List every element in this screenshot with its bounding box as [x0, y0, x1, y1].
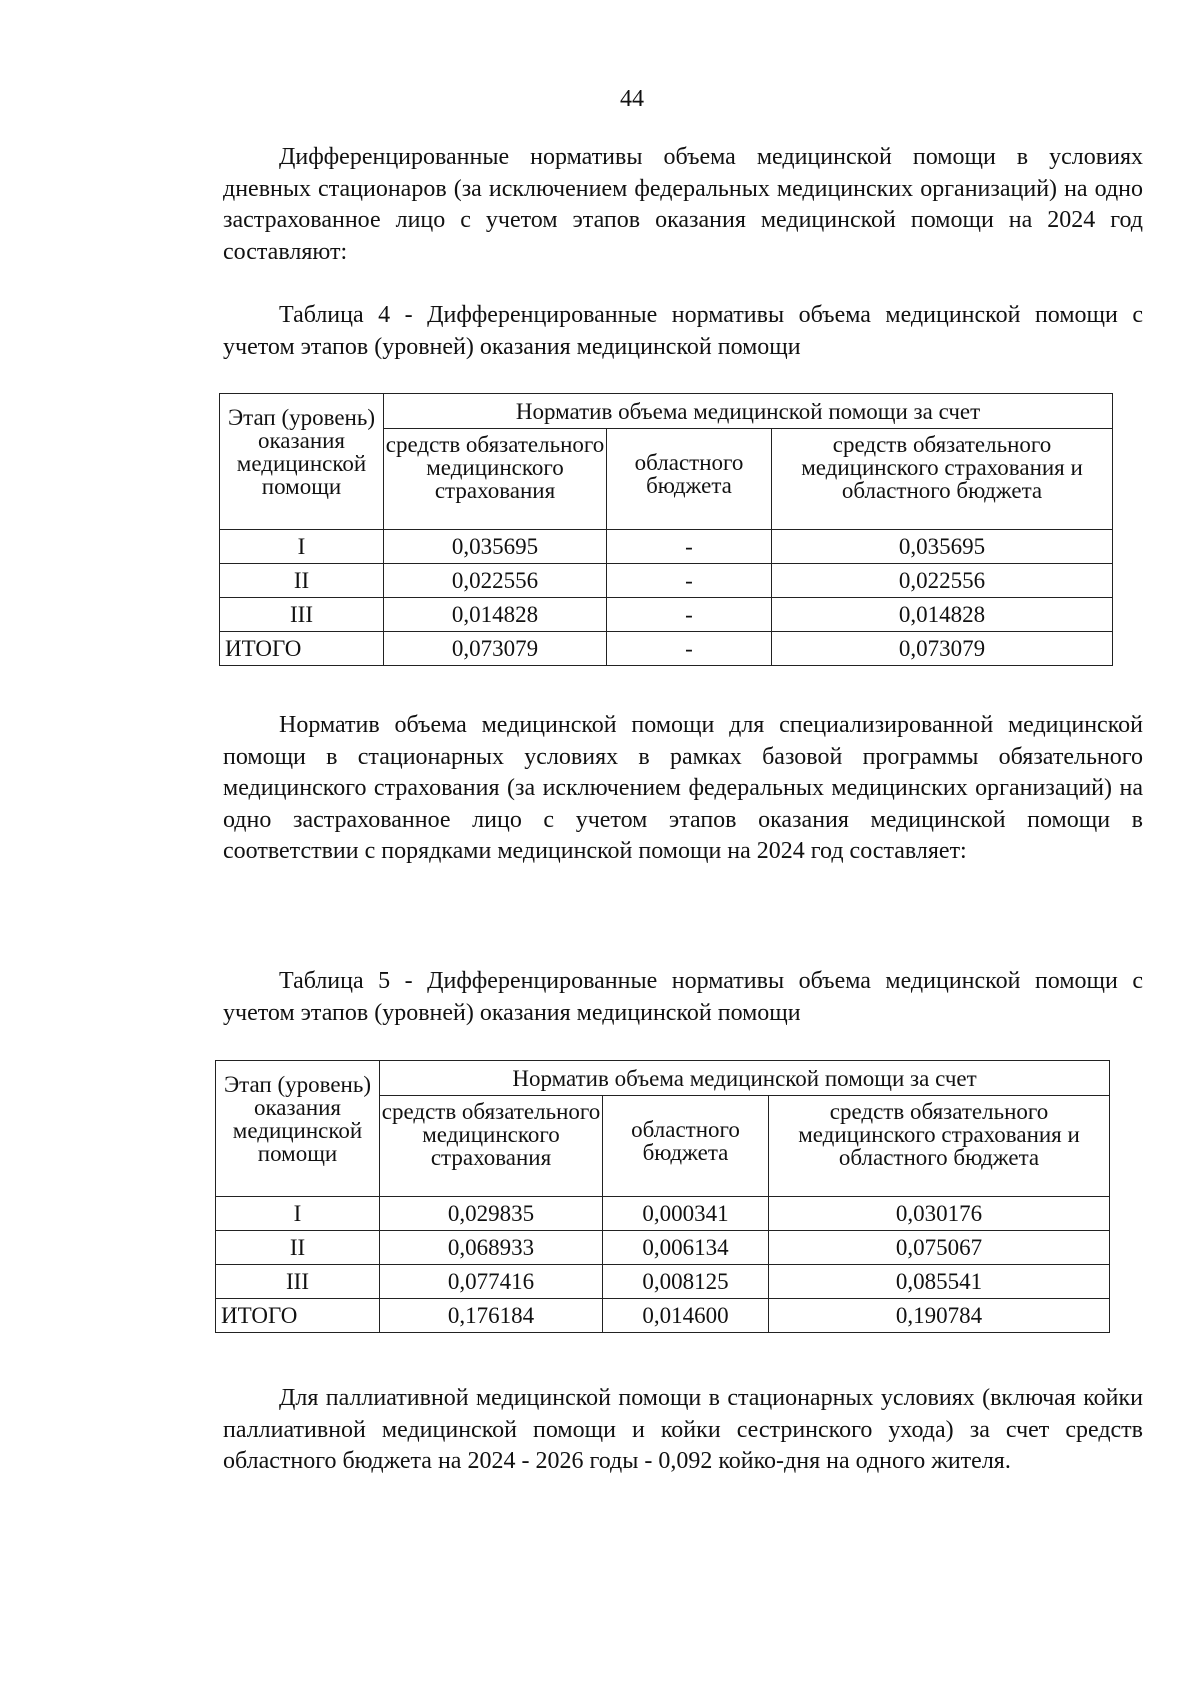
table4-oms-cell: 0,014828	[384, 598, 607, 632]
table4-header-stage: Этап (уровень) оказания медицинской помощи	[220, 394, 384, 530]
table4-stage-cell: II	[220, 564, 384, 598]
table-row	[216, 1299, 1110, 1333]
table-row	[216, 1265, 1110, 1299]
table-row	[220, 564, 1113, 598]
table4-budget-cell: -	[607, 564, 772, 598]
table5-budget-cell: 0,006134	[603, 1231, 769, 1265]
page-number: 44	[620, 86, 644, 112]
table4-header-group: Норматив объема медицинской помощи за счет	[384, 394, 1113, 429]
table5-header-total: средств обязательного медицинского страхования и областного бюджета	[769, 1096, 1110, 1197]
table4-budget-cell: -	[607, 530, 772, 564]
table5-total-cell: 0,030176	[769, 1197, 1110, 1231]
table4-header-total: средств обязательного медицинского страхования и областного бюджета	[772, 429, 1113, 530]
table-row	[220, 632, 1113, 666]
table4-header-oms: средств обязательного медицинского страхования	[384, 429, 607, 530]
table5-header-oms: средств обязательного медицинского страхования	[380, 1096, 603, 1197]
table4-total-cell: 0,022556	[772, 564, 1113, 598]
table5-budget-cell: 0,000341	[603, 1197, 769, 1231]
table4-caption: Таблица 4 - Дифференцированные нормативы объема медицинской помощи с учетом этапов (уровней) оказания медицинской помощи	[223, 302, 1143, 360]
paragraph-palliative-care: Для паллиативной медицинской помощи в стационарных условиях (включая койки паллиативной медицинской помощи и койки сестринского ухода) за счет средств областного бюджета на 2024 - 2026 годы - 0,092 койко-дня на одного жителя.	[223, 1385, 1143, 1474]
table5-budget-cell: 0,014600	[603, 1299, 769, 1333]
table4-stage-cell: I	[220, 530, 384, 564]
table4-budget-cell: -	[607, 598, 772, 632]
table-row	[216, 1197, 1110, 1231]
table4-oms-cell: 0,073079	[384, 632, 607, 666]
table-row	[216, 1231, 1110, 1265]
paragraph-day-hospital: Дифференцированные нормативы объема медицинской помощи в условиях дневных стационаров (за исключением федеральных медицинских организаций) на одно застрахованное лицо с учетом этапов оказания медицинской помощи на 2024 год составляют:	[223, 144, 1143, 265]
table4-total-cell: 0,073079	[772, 632, 1113, 666]
table-row	[220, 598, 1113, 632]
table4-stage-cell: ИТОГО	[220, 632, 384, 666]
table5	[215, 1060, 1110, 1333]
table4-total-cell: 0,014828	[772, 598, 1113, 632]
table5-header-stage: Этап (уровень) оказания медицинской помощи	[216, 1061, 380, 1197]
table5-stage-cell: ИТОГО	[216, 1299, 380, 1333]
table4-budget-cell: -	[607, 632, 772, 666]
table5-oms-cell: 0,077416	[380, 1265, 603, 1299]
table5-total-cell: 0,075067	[769, 1231, 1110, 1265]
paragraph-specialized-care: Норматив объема медицинской помощи для специализированной медицинской помощи в стационарных условиях в рамках базовой программы обязательного медицинского страхования (за исключением федеральных медицинских организаций) на одно застрахованное лицо с учетом этапов оказания медицинской помощи в соответствии с порядками медицинской помощи на 2024 год составляет:	[223, 712, 1143, 864]
table5-header-group: Норматив объема медицинской помощи за счет	[380, 1061, 1110, 1096]
table4	[219, 393, 1113, 666]
table4-stage-cell: III	[220, 598, 384, 632]
table4-oms-cell: 0,022556	[384, 564, 607, 598]
table5-total-cell: 0,190784	[769, 1299, 1110, 1333]
table-row	[220, 530, 1113, 564]
table5-stage-cell: III	[216, 1265, 380, 1299]
table5-budget-cell: 0,008125	[603, 1265, 769, 1299]
table5-total-cell: 0,085541	[769, 1265, 1110, 1299]
table5-oms-cell: 0,029835	[380, 1197, 603, 1231]
table5-header-budget: областного бюджета	[603, 1096, 769, 1197]
table5-caption: Таблица 5 - Дифференцированные нормативы объема медицинской помощи с учетом этапов (уровней) оказания медицинской помощи	[223, 968, 1143, 1026]
table5-stage-cell: I	[216, 1197, 380, 1231]
table5-stage-cell: II	[216, 1231, 380, 1265]
table4-oms-cell: 0,035695	[384, 530, 607, 564]
table4-header-budget: областного бюджета	[607, 429, 772, 530]
table5-oms-cell: 0,176184	[380, 1299, 603, 1333]
table4-total-cell: 0,035695	[772, 530, 1113, 564]
table5-oms-cell: 0,068933	[380, 1231, 603, 1265]
